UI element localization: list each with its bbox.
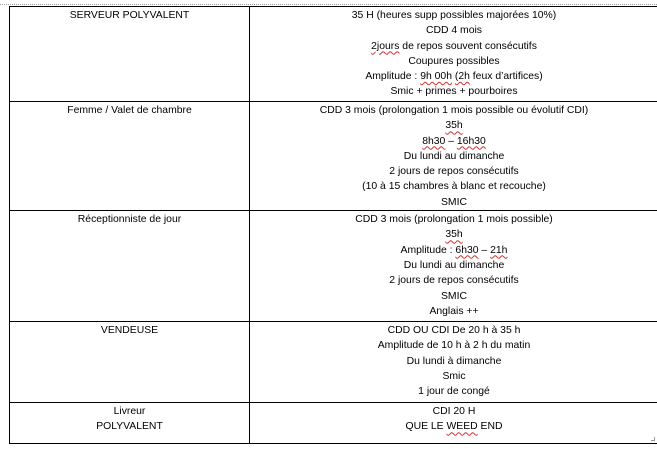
job-title-line: Femme / Valet de chambre	[67, 105, 192, 116]
spellcheck-flagged-word[interactable]: 9h 00h	[420, 71, 452, 83]
detail-text: 35 H (heures supp possibles majorées 10%)	[351, 10, 557, 21]
page-top-border	[0, 4, 657, 5]
detail-line	[254, 354, 654, 369]
job-title-line: POLYVALENT	[96, 421, 163, 433]
detail-text: Amplitude :	[365, 71, 421, 83]
detail-line	[254, 404, 654, 419]
detail-text: 2 jours de repos consécutifs	[389, 166, 519, 178]
job-title-cell	[10, 403, 250, 444]
spellcheck-flagged-word[interactable]: 35h	[445, 120, 463, 132]
spellcheck-flagged-word[interactable]: 6h30	[455, 244, 479, 256]
job-offers-table	[9, 6, 657, 444]
spellcheck-flagged-word[interactable]: WEED	[446, 421, 478, 433]
table-row-vendeuse	[10, 322, 657, 403]
detail-text: 2 jours de repos consécutifs	[389, 275, 519, 287]
table-row-valet	[10, 102, 657, 211]
detail-text: Du lundi à dimanche	[406, 355, 502, 367]
detail-line	[254, 149, 654, 164]
job-details-cell	[250, 7, 657, 102]
detail-line	[254, 243, 654, 258]
spellcheck-flagged-word[interactable]: 35h	[445, 229, 463, 241]
detail-line	[254, 195, 654, 210]
job-title-line: Réceptionniste de jour	[77, 214, 182, 226]
detail-line	[254, 227, 654, 242]
spellcheck-flagged-word[interactable]: 21h	[490, 244, 508, 256]
detail-line	[254, 179, 654, 194]
detail-text: Smic + primes + pourboires	[390, 86, 518, 98]
detail-text: Amplitude :	[400, 244, 456, 256]
detail-text: SMIC	[441, 290, 467, 302]
job-title-line: SERVEUR POLYVALENT	[69, 10, 190, 21]
job-title-cell	[10, 211, 250, 322]
job-offers-table-body	[10, 7, 657, 444]
detail-text: (10 à 15 chambres à blanc et recouche)	[362, 181, 546, 193]
detail-line	[254, 54, 654, 69]
detail-line	[254, 39, 654, 54]
table-row-serveur	[10, 7, 657, 102]
detail-text: Du lundi au dimanche	[403, 150, 505, 162]
detail-line	[254, 118, 654, 133]
job-title-line: Livreur	[113, 406, 146, 418]
job-details-cell	[250, 211, 657, 322]
job-title-line: VENDEUSE	[100, 325, 159, 337]
page-corner-mark	[651, 437, 655, 441]
detail-line	[254, 384, 654, 399]
detail-text: feux d’artifices)	[469, 71, 543, 83]
detail-text: QUE LE	[405, 421, 447, 433]
detail-line	[254, 164, 654, 179]
detail-text: –	[478, 244, 491, 256]
detail-text: SMIC	[441, 196, 467, 208]
detail-text: Anglais ++	[429, 305, 479, 317]
table-row-livreur	[10, 403, 657, 444]
detail-text: Du lundi au dimanche	[403, 259, 505, 271]
detail-line	[254, 84, 654, 99]
job-details-cell	[250, 102, 657, 211]
job-details-cell	[250, 322, 657, 403]
detail-line	[254, 338, 654, 353]
detail-text: CDI 20 H	[432, 406, 476, 418]
detail-line	[254, 419, 654, 434]
detail-text: Amplitude de 10 h à 2 h du matin	[377, 340, 531, 352]
detail-text: CDD 3 mois (prolongation 1 mois possible)	[355, 214, 553, 226]
detail-text: CDD 4 mois	[425, 25, 482, 37]
detail-line	[254, 369, 654, 384]
spellcheck-flagged-word[interactable]: 2jours	[371, 40, 400, 52]
spellcheck-flagged-word[interactable]: 8h30	[422, 135, 446, 147]
job-title-cell	[10, 7, 250, 102]
detail-line	[254, 323, 654, 338]
job-title-cell	[10, 322, 250, 403]
detail-line	[254, 304, 654, 319]
detail-text: –	[445, 135, 457, 147]
table-row-receptionniste	[10, 211, 657, 322]
detail-line	[254, 289, 654, 304]
detail-line	[254, 23, 654, 38]
job-title-cell	[10, 102, 250, 211]
detail-text: 1 jour de congé	[418, 386, 490, 398]
job-details-cell	[250, 403, 657, 444]
detail-text: Coupures possibles	[408, 55, 500, 67]
detail-line	[254, 8, 654, 23]
detail-line	[254, 212, 654, 227]
spellcheck-flagged-word[interactable]: (2h	[454, 71, 470, 83]
detail-line	[254, 273, 654, 288]
spellcheck-flagged-word[interactable]: 16h30	[456, 135, 486, 147]
detail-text: CDD 3 mois (prolongation 1 mois possible ou évolutif CDI)	[319, 105, 589, 116]
detail-text: Smic	[442, 370, 466, 382]
detail-line	[254, 103, 654, 118]
detail-text: END	[477, 421, 503, 433]
detail-line	[254, 69, 654, 84]
detail-line	[254, 258, 654, 273]
detail-text: de repos souvent consécutifs	[399, 40, 537, 52]
detail-line	[254, 134, 654, 149]
detail-text: CDD OU CDI De 20 h à 35 h	[387, 325, 521, 337]
